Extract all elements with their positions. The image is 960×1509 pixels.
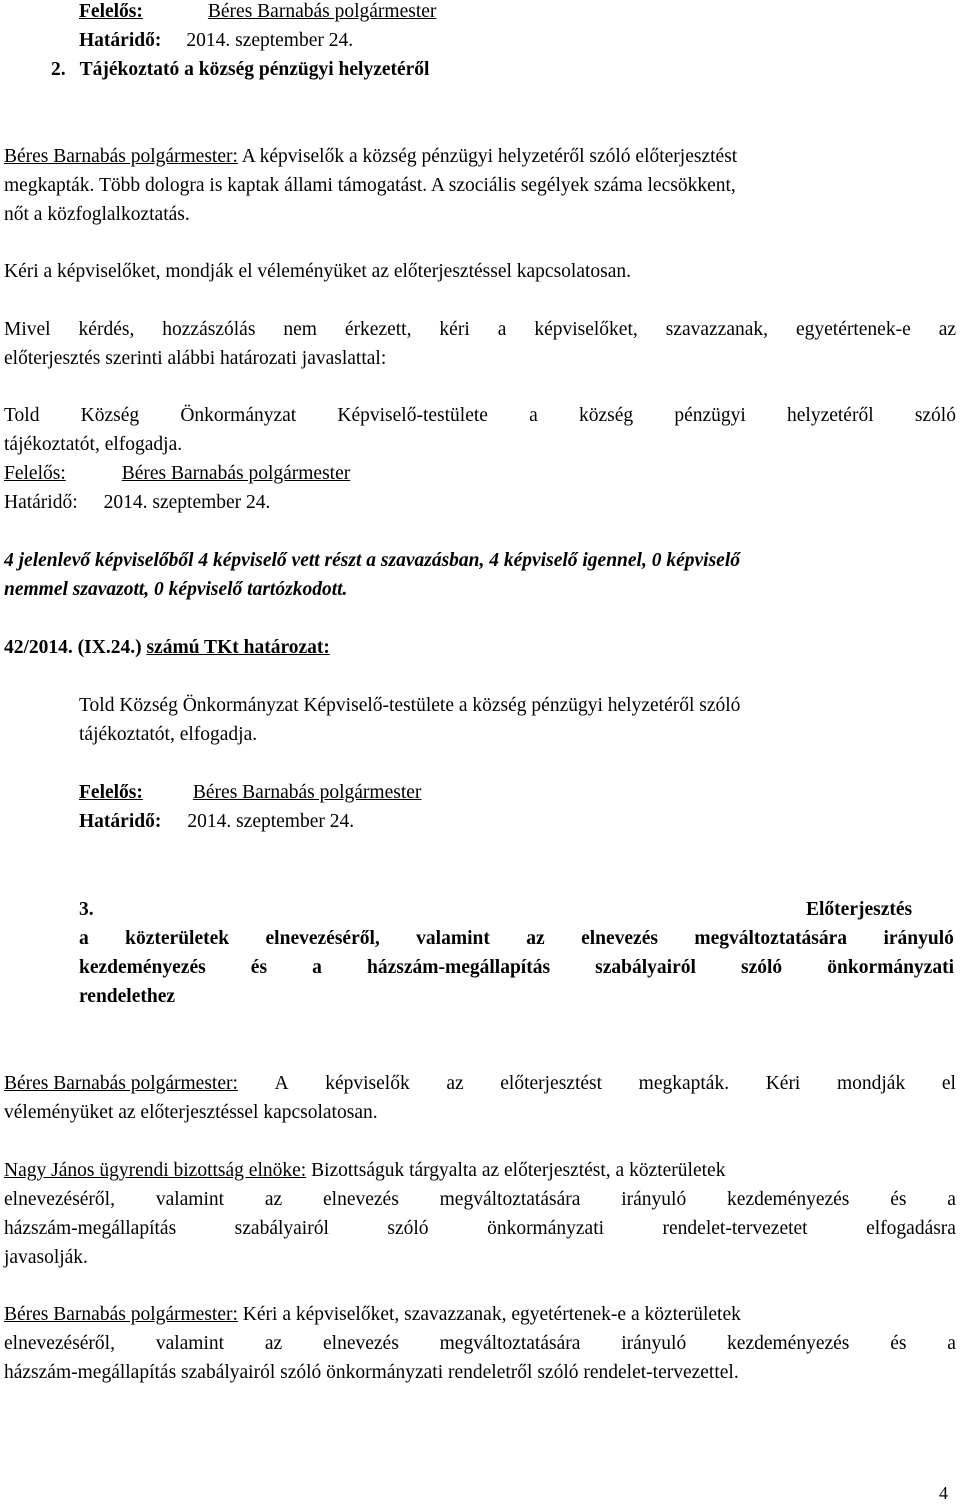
word: hozzászólás: [162, 319, 256, 340]
felelos-value: Béres Barnabás polgármester: [192, 782, 422, 803]
item2-p3-line1: [4, 320, 956, 340]
word: házszám-megállapítás: [366, 957, 551, 978]
resolution-title: számú TKt határozat:: [146, 637, 330, 658]
word: pénzügyi: [674, 405, 746, 426]
word: a: [497, 319, 507, 340]
vote-result-line2: nemmel szavazott, 0 képviselő tartózkodott.: [4, 579, 348, 600]
s2-text: Bizottságuk tárgyalta az előterjesztést, a közterületek: [311, 1160, 726, 1181]
item3-title-line2: [79, 958, 954, 978]
item2-p1-line3: nőt a közfoglalkoztatás.: [4, 204, 190, 225]
word: szabályairól: [234, 1218, 329, 1239]
word: szóló: [387, 1218, 429, 1239]
resolution-heading: [4, 638, 330, 658]
word: szóló: [914, 405, 956, 426]
word: előterjesztést: [500, 1073, 603, 1094]
item3-s2-line1: [4, 1161, 725, 1181]
felelos-value: Béres Barnabás polgármester: [121, 463, 351, 484]
word: házszám-megállapítás: [4, 1218, 177, 1239]
speaker-name: Nagy János ügyrendi bizottság elnöke:: [4, 1160, 307, 1181]
resolution-felelos-line: [79, 783, 421, 803]
word: Kéri: [765, 1073, 801, 1094]
word: kezdeményezés: [79, 957, 206, 978]
item3-s3-line2: [4, 1334, 956, 1354]
item3-title-line1: [79, 929, 954, 949]
word: kérdés,: [78, 319, 135, 340]
item2-hatarido-line: [4, 493, 270, 513]
word: irányuló: [621, 1333, 687, 1354]
word: és: [890, 1333, 907, 1354]
word: elnevezés: [581, 928, 658, 949]
word: szavazzanak,: [665, 319, 769, 340]
item3-s2-line2: [4, 1190, 956, 1210]
hatarido-label: Határidő:: [79, 811, 162, 832]
item2-p3-line2: előterjesztés szerinti alábbi határozati javaslattal:: [4, 348, 387, 369]
word: valamint: [155, 1333, 225, 1354]
felelos-label: Felelős:: [4, 463, 66, 484]
word: szóló: [740, 957, 783, 978]
word: megváltoztatására: [439, 1189, 581, 1210]
word: valamint: [416, 928, 490, 949]
item2-p1-line2: megkapták. Több dologra is kaptak állami támogatást. A szociális segélyek száma lecsökkent,: [4, 175, 736, 196]
word: irányuló: [883, 928, 954, 949]
felelos-label: Felelős:: [79, 1, 143, 22]
word: az: [938, 319, 956, 340]
item2-title: Tájékoztató a község pénzügyi helyzetéről: [79, 59, 430, 80]
resolution-number: 42/2014. (IX.24.): [4, 637, 142, 658]
word: az: [264, 1189, 283, 1210]
item2-felelos-line: [4, 464, 350, 484]
item3-s1-line1: [4, 1074, 956, 1094]
resolution-text-line1: Told Község Önkormányzat Képviselő-testülete a község pénzügyi helyzetéről szóló: [79, 695, 741, 716]
speaker-name: Béres Barnabás polgármester:: [4, 1304, 238, 1325]
speaker-name: Béres Barnabás polgármester:: [4, 1073, 238, 1094]
item3-s1-line2: véleményüket az előterjesztéssel kapcsolatosan.: [4, 1102, 378, 1123]
item2-number: 2.: [51, 59, 66, 80]
word: valamint: [155, 1189, 225, 1210]
word: elnevezéséről,: [265, 928, 380, 949]
felelos-label: Felelős:: [79, 782, 143, 803]
word: közterületek: [125, 928, 230, 949]
resolution-hatarido-line: [79, 812, 354, 832]
word: Képviselő-testülete: [337, 405, 488, 426]
word: és: [250, 957, 268, 978]
item3-title-line3: rendelethez: [79, 986, 176, 1007]
word: el: [941, 1073, 956, 1094]
word: önkormányzati: [827, 957, 954, 978]
p1-text: A képviselők a község pénzügyi helyzetéről szóló előterjesztést: [241, 146, 738, 167]
hatarido-label: Határidő:: [79, 30, 162, 51]
item3-s2-line4: javasolják.: [4, 1247, 88, 1268]
hatarido-value: 2014. szeptember 24.: [187, 811, 355, 832]
item2-p4-line2: tájékoztatót, elfogadja.: [4, 434, 183, 455]
word: kezdeményezés: [727, 1333, 850, 1354]
word: Told: [4, 405, 40, 426]
word: megkapták.: [638, 1073, 730, 1094]
felelos-value: Béres Barnabás polgármester: [207, 1, 437, 22]
item3-s3-line1: [4, 1305, 741, 1325]
top-hatarido-line: [79, 31, 353, 51]
word: érkezett,: [344, 319, 412, 340]
word: helyzetéről: [787, 405, 874, 426]
word: Község: [80, 405, 140, 426]
item3-s2-line3: [4, 1219, 956, 1239]
word: elnevezéséről,: [4, 1333, 115, 1354]
word: rendelet-tervezetet: [662, 1218, 808, 1239]
word: elfogadásra: [866, 1218, 956, 1239]
vote-result-line1: 4 jelenlevő képviselőből 4 képviselő vett részt a szavazásban, 4 képviselő igennel, 0 képviselő: [4, 550, 740, 571]
item2-p1-line1: [4, 147, 737, 167]
page-number: 4: [939, 1483, 948, 1503]
item3-number: 3.: [79, 899, 94, 920]
word: nem: [283, 319, 317, 340]
item2-heading: [51, 60, 429, 80]
speaker-name: Béres Barnabás polgármester:: [4, 146, 238, 167]
word: az: [446, 1073, 464, 1094]
word: a: [947, 1333, 956, 1354]
word: kéri: [439, 319, 470, 340]
word: a: [79, 928, 89, 949]
word: és: [890, 1189, 907, 1210]
word: az: [264, 1333, 283, 1354]
word: Mivel: [4, 319, 51, 340]
word: szabályairól: [595, 957, 696, 978]
item3-s3-line3: házszám-megállapítás szabályairól szóló önkormányzati rendeletről szóló rendelet-tervezettel.: [4, 1362, 739, 1383]
resolution-text-line2: tájékoztatót, elfogadja.: [79, 724, 258, 745]
hatarido-value: 2014. szeptember 24.: [186, 30, 354, 51]
s3-text: Kéri a képviselőket, szavazzanak, egyetértenek-e a közterületek: [242, 1304, 741, 1325]
word: mondják: [836, 1073, 906, 1094]
item3-head-word: Előterjesztés: [806, 899, 913, 920]
word: elnevezés: [323, 1189, 399, 1210]
top-felelos-line: [79, 2, 436, 22]
word: egyetértenek-e: [795, 319, 911, 340]
word: A: [274, 1073, 289, 1094]
word: elnevezéséről,: [4, 1189, 115, 1210]
word: megváltoztatására: [694, 928, 848, 949]
word: képviselők: [325, 1073, 410, 1094]
item2-p2: Kéri a képviselőket, mondják el véleményüket az előterjesztéssel kapcsolatosan.: [4, 261, 632, 282]
word: kezdeményezés: [727, 1189, 850, 1210]
hatarido-value: 2014. szeptember 24.: [103, 492, 271, 513]
word: a: [312, 957, 322, 978]
word: irányuló: [621, 1189, 687, 1210]
word: a: [529, 405, 538, 426]
word: a: [947, 1189, 956, 1210]
word: az: [526, 928, 545, 949]
word: megváltoztatására: [439, 1333, 581, 1354]
word: képviselőket,: [534, 319, 638, 340]
word: elnevezés: [323, 1333, 399, 1354]
item2-p4-line1: [4, 406, 956, 426]
word: Önkormányzat: [180, 405, 297, 426]
hatarido-label: Határidő:: [4, 492, 78, 513]
word: önkormányzati: [487, 1218, 605, 1239]
word: község: [578, 405, 634, 426]
